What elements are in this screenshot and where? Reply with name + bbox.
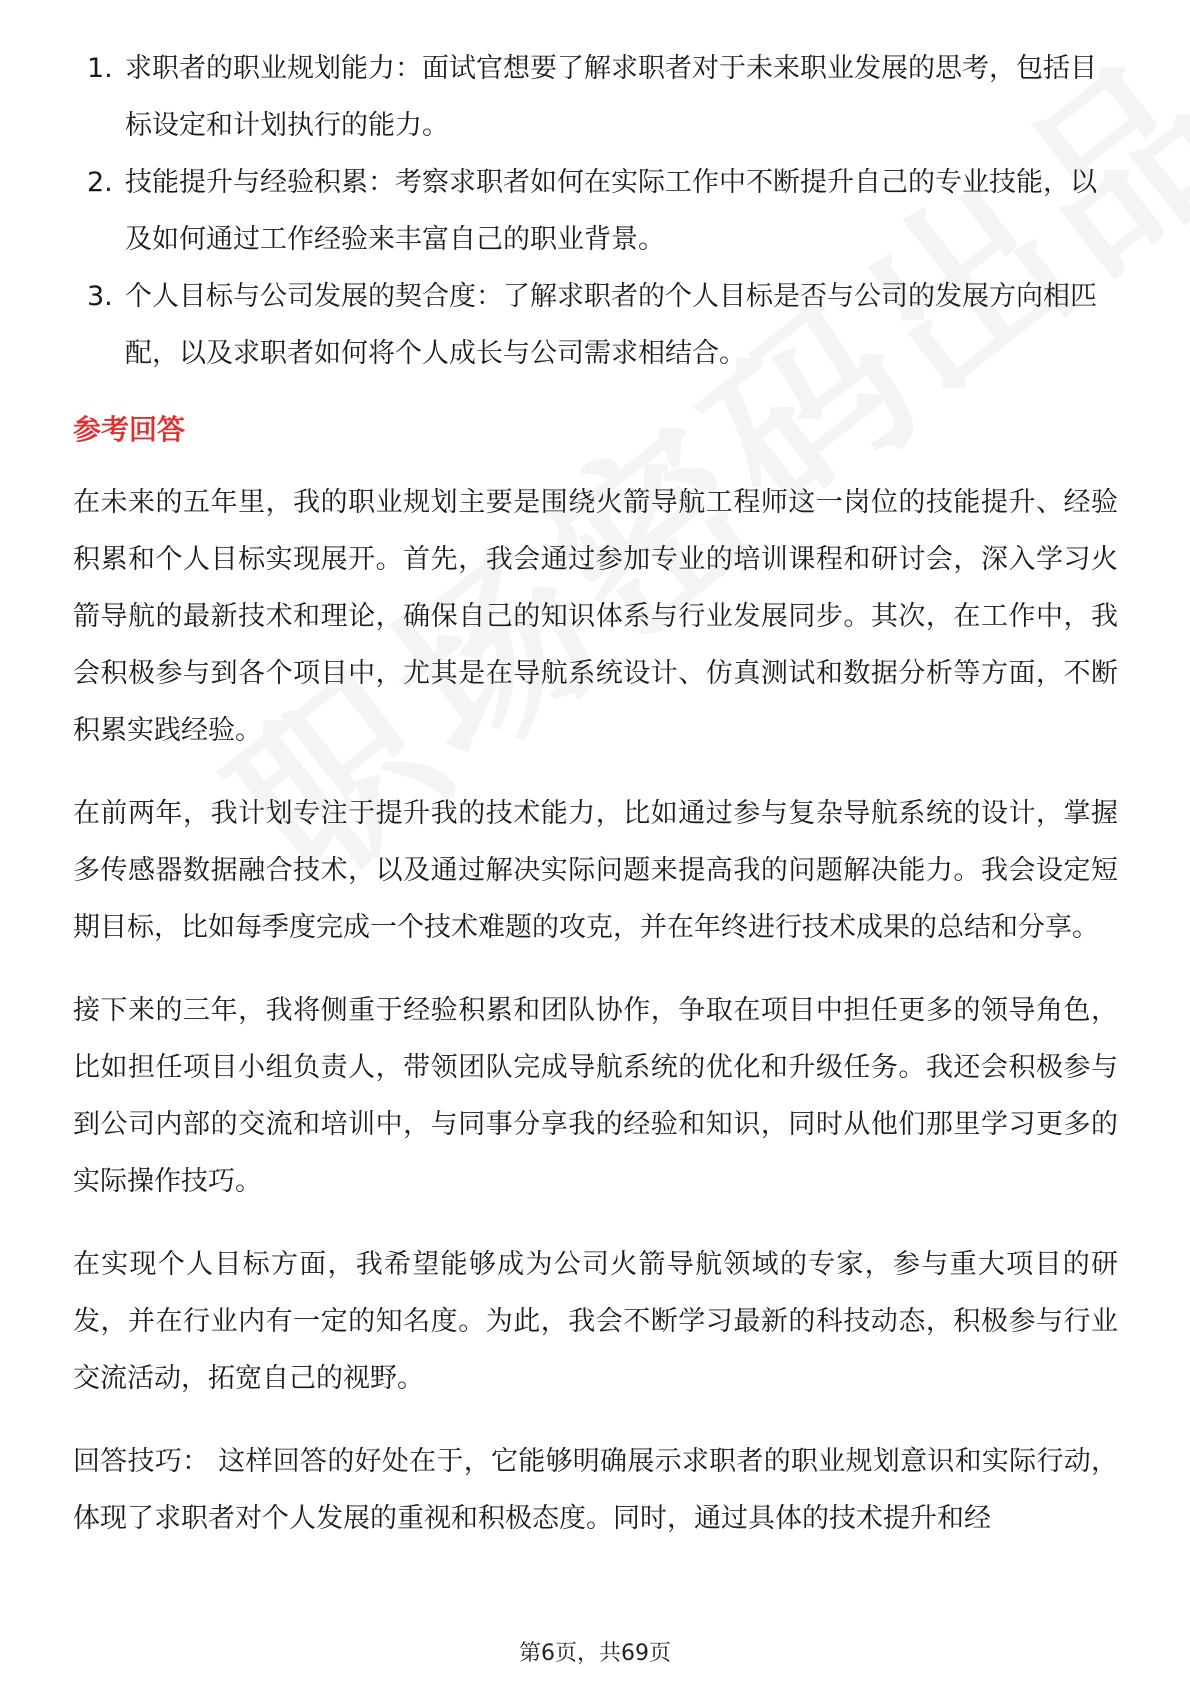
list-item <box>73 154 1118 268</box>
list-item-text: 技能提升与经验积累：考察求职者如何在实际工作中不断提升自己的专业技能，以及如何通过工作经验来丰富自己的职业背景。 <box>125 167 1097 255</box>
list-item <box>73 40 1118 154</box>
list-item-number: 2. <box>87 167 113 198</box>
list-item <box>73 268 1118 382</box>
section-title: 参考回答 <box>73 413 186 446</box>
page-content <box>73 40 1118 1547</box>
answer-paragraph: 在未来的五年里，我的职业规划主要是围绕火箭导航工程师这一岗位的技能提升、经验积累和个人目标实现展开。首先，我会通过参加专业的培训课程和研讨会，深入学习火箭导航的最新技术和理论，确保自己的知识体系与行业发展同步。其次，在工作中，我会积极参与到各个项目中，尤其是在导航系统设计、仿真测试和数据分析等方面，不断积累实践经验。 <box>73 487 1118 746</box>
answer-paragraph: 在前两年，我计划专注于提升我的技术能力，比如通过参与复杂导航系统的设计，掌握多传感器数据融合技术，以及通过解决实际问题来提高我的问题解决能力。我会设定短期目标，比如每季度完成一个技术难题的攻克，并在年终进行技术成果的总结和分享。 <box>73 798 1118 943</box>
list-item-text: 求职者的职业规划能力：面试官想要了解求职者对于未来职业发展的思考，包括目标设定和计划执行的能力。 <box>125 53 1097 141</box>
page-footer: 第6页，共69页 <box>519 1641 671 1666</box>
question-points-list <box>73 40 1118 382</box>
list-item-number: 3. <box>87 281 113 312</box>
list-item-text: 个人目标与公司发展的契合度：了解求职者的个人目标是否与公司的发展方向相匹配，以及求职者如何将个人成长与公司需求相结合。 <box>125 281 1097 369</box>
answer-paragraph: 接下来的三年，我将侧重于经验积累和团队协作，争取在项目中担任更多的领导角色，比如担任项目小组负责人，带领团队完成导航系统的优化和升级任务。我还会积极参与到公司内部的交流和培训中，与同事分享我的经验和知识，同时从他们那里学习更多的实际操作技巧。 <box>73 995 1118 1197</box>
answer-paragraph: 在实现个人目标方面，我希望能够成为公司火箭导航领域的专家，参与重大项目的研发，并在行业内有一定的知名度。为此，我会不断学习最新的科技动态，积极参与行业交流活动，拓宽自己的视野。 <box>73 1249 1118 1394</box>
answer-tips-paragraph: 回答技巧： 这样回答的好处在于，它能够明确展示求职者的职业规划意识和实际行动，体现了求职者对个人发展的重视和积极态度。同时，通过具体的技术提升和经 <box>73 1446 1118 1534</box>
list-item-number: 1. <box>87 53 113 84</box>
